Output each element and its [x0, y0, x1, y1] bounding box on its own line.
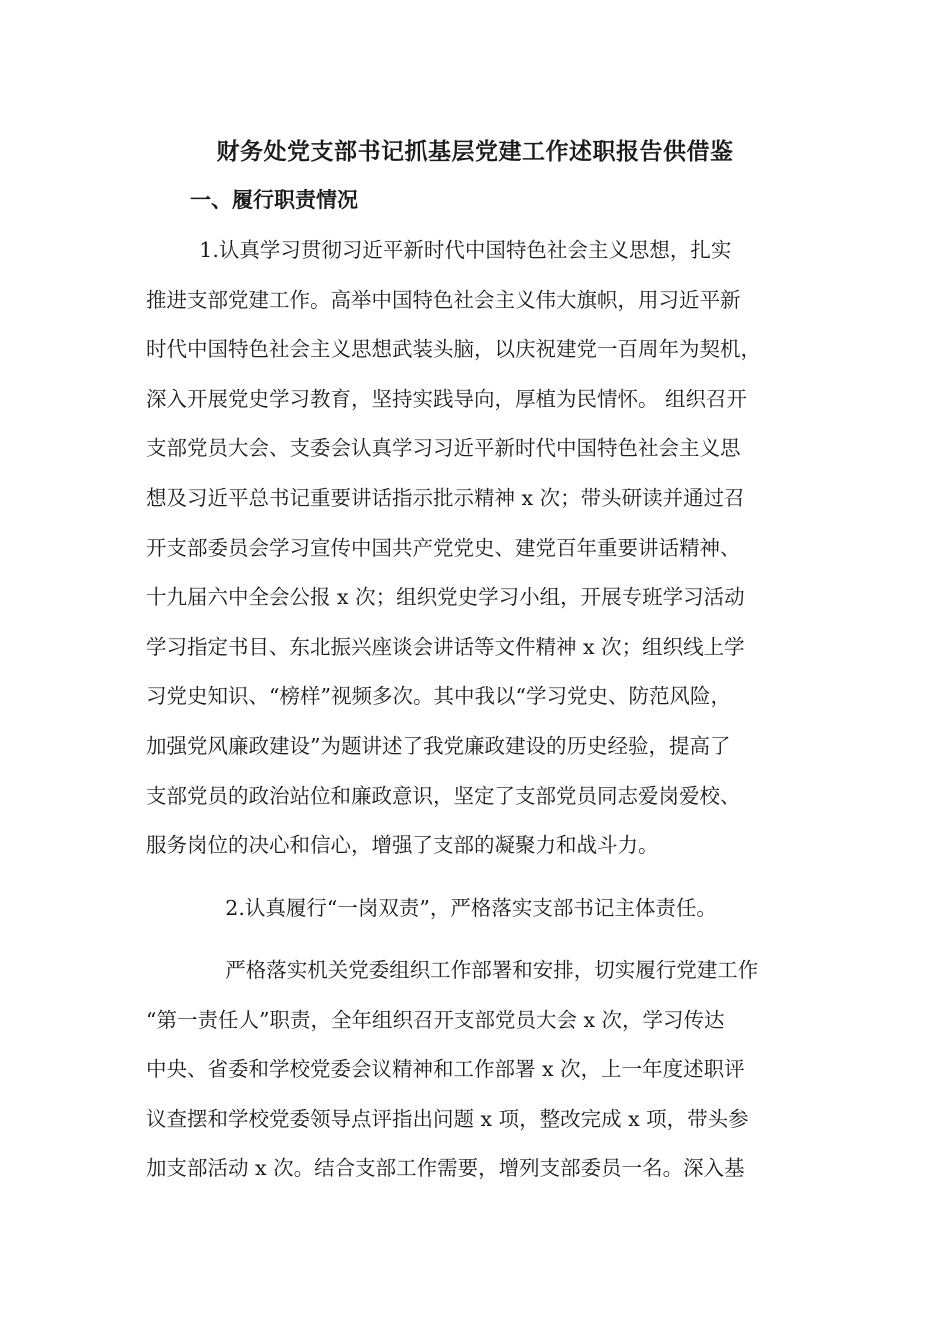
paragraph-line: 推进支部党建工作。高举中国特色社会主义伟大旗帜，用习近平新	[146, 287, 741, 312]
paragraph-line: 深入开展党史学习教育，坚持实践导向，厚植为民情怀。 组织召开	[146, 386, 748, 411]
paragraph-line: 支部党员的政治站位和廉政意识，坚定了支部党员同志爱岗爱校、	[146, 783, 741, 808]
paragraph-line: 议查摆和学校党委领导点评指出问题 x 项，整改完成 x 项，带头参	[146, 1106, 749, 1131]
paragraph-line: 支部党员大会、支委会认真学习习近平新时代中国特色社会主义思	[146, 436, 741, 461]
paragraph-line: 学习指定书目、东北振兴座谈会讲话等文件精神 x 次；组织线上学	[146, 634, 745, 659]
paragraph-line: 习党史知识、“榜样”视频多次。其中我以“学习党史、防范风险，	[146, 684, 731, 709]
paragraph-line: 2.认真履行“一岗双责”，严格落实支部书记主体责任。	[225, 896, 717, 920]
paragraph-line: 中央、省委和学校党委会议精神和工作部署 x 次，上一年度述职评	[146, 1057, 745, 1082]
section-heading: 一、履行职责情况	[190, 187, 358, 212]
paragraph-line: 加支部活动 x 次。结合支部工作需要，增列支部委员一名。深入基	[146, 1156, 745, 1181]
paragraph-line: 严格落实机关党委组织工作部署和安排，切实履行党建工作	[225, 958, 759, 982]
paragraph-1	[146, 226, 806, 871]
paragraph-2	[146, 884, 806, 934]
paragraph-line: 1.认真学习贯彻习近平新时代中国特色社会主义思想，扎实	[199, 238, 732, 262]
paragraph-line: 时代中国特色社会主义思想武装头脑，以庆祝建党一百周年为契机，	[146, 337, 761, 362]
paragraph-line: 十九届六中全会公报 x 次；组织党史学习小组，开展专班学习活动	[146, 585, 745, 610]
paragraph-line: 加强党风廉政建设”为题讲述了我党廉政建设的历史经验，提高了	[146, 733, 731, 758]
paragraph-line: 服务岗位的决心和信心，增强了支部的凝聚力和战斗力。	[146, 833, 659, 858]
paragraph-line: 开支部委员会学习宣传中国共产党党史、建党百年重要讲话精神、	[146, 535, 741, 560]
paragraph-line: 想及习近平总书记重要讲话指示批示精神 x 次；带头研读并通过召	[146, 485, 745, 510]
paragraph-3	[146, 946, 806, 1194]
document-title: 财务处党支部书记抓基层党建工作述职报告供借鉴	[216, 138, 734, 165]
paragraph-line: “第一责任人”职责，全年组织召开支部党员大会 x 次，学习传达	[146, 1007, 725, 1032]
